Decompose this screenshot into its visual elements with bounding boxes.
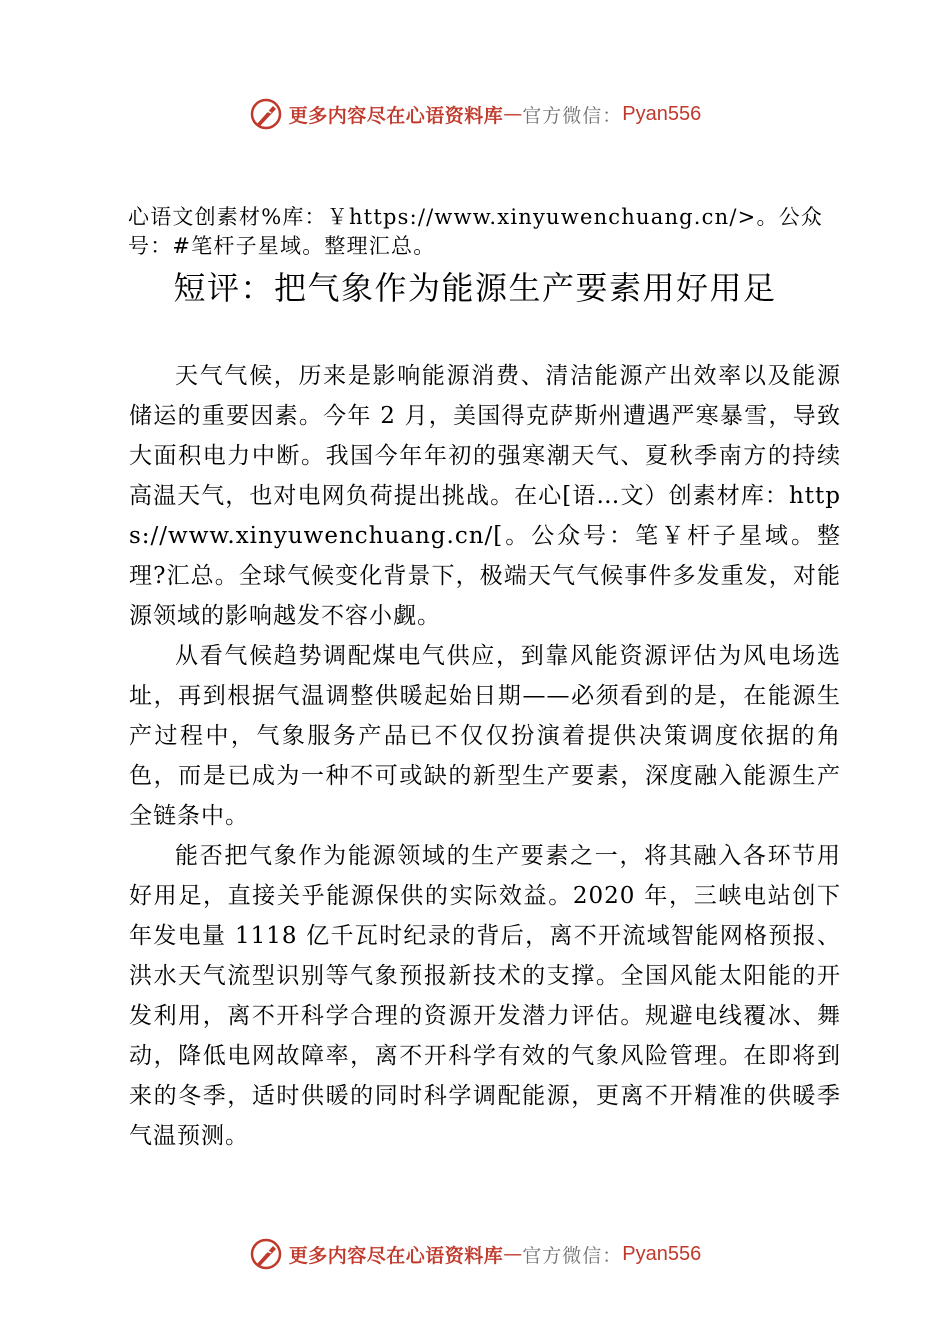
banner-official-label: 官方微信： [522, 1244, 623, 1267]
quill-logo-icon [249, 1237, 283, 1271]
page-title: 短评：把气象作为能源生产要素用好用足 [173, 269, 777, 307]
banner-wechat-id: Pyan556 [622, 102, 702, 125]
article-body [129, 356, 841, 1156]
paragraph-3: 能否把气象作为能源领域的生产要素之一，将其融入各环节用好用足，直接关乎能源保供的实际效益。2020 年，三峡电站创下年发电量 1118 亿千瓦时纪录的背后，离不开流域智能网格预报、洪水天气流型识别等气象预报新技术的支撑。全国风能太阳能的开发利用，离不开科学合理的资源开发潜力评估。规避电线覆冰、舞动，降低电网故障率，离不开科学有效的气象风险管理。在即将到来的冬季，适时供暖的同时科学调配能源，更离不开精准的供暖季气温预测。 [129, 843, 841, 1149]
banner-separator: — [503, 103, 523, 125]
banner-separator: — [503, 1243, 523, 1265]
banner-wechat-id: Pyan556 [622, 1242, 702, 1265]
paragraph-2: 从看气候趋势调配煤电气供应，到靠风能资源评估为风电场选址，再到根据气温调整供暖起始日期——必须看到的是，在能源生产过程中，气象服务产品已不仅仅扮演着提供决策调度依据的角色，而是已成为一种不可或缺的新型生产要素，深度融入能源生产全链条中。 [129, 643, 841, 829]
top-banner [0, 94, 950, 134]
bottom-banner [0, 1234, 950, 1274]
banner-official-label: 官方微信： [522, 104, 623, 127]
source-note: 心语文创素材%库：￥https://www.xinyuwenchuang.cn/>。公众号：#笔杆子星域。整理汇总。 [128, 205, 824, 258]
quill-logo-icon [249, 97, 283, 131]
paragraph-1: 天气气候，历来是影响能源消费、清洁能源产出效率以及能源储运的重要因素。今年 2 月，美国得克萨斯州遭遇严寒暴雪，导致大面积电力中断。我国今年年初的强寒潮天气、夏秋季南方的持续高温天气，也对电网负荷提出挑战。在心[语…文）创素材库：https://www.xinyuwenchuang.cn/[。公众号：笔￥杆子星域。整理?汇总。全球气候变化背景下，极端天气气候事件多发重发，对能源领域的影响越发不容小觑。 [129, 363, 841, 629]
banner-promo: 更多内容尽在心语资料库 [288, 104, 504, 127]
banner-promo: 更多内容尽在心语资料库 [288, 1244, 504, 1267]
